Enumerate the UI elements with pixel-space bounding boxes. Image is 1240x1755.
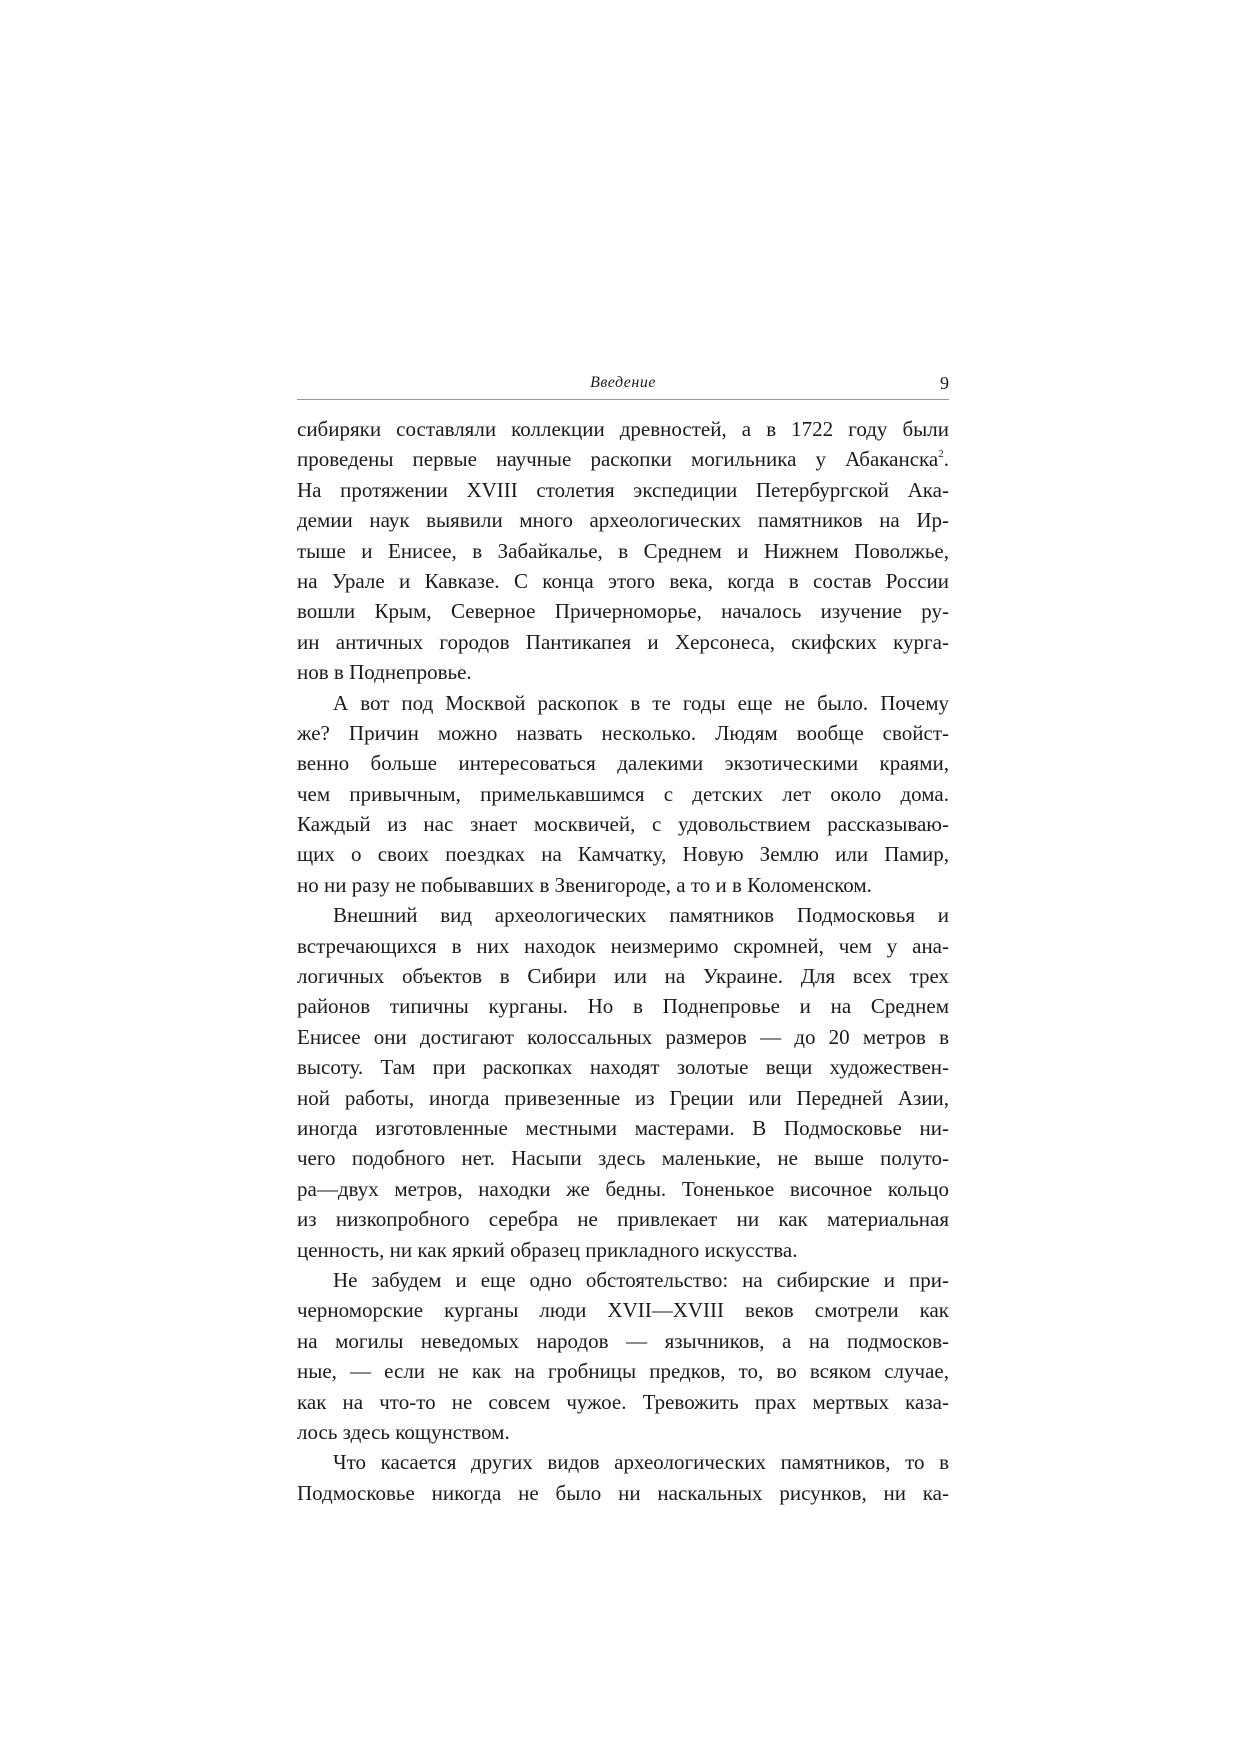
text-line: щих о своих поездках на Камчатку, Новую Землю или Памир, [297,842,949,867]
text-line: логичных объектов в Сибири или на Украине. Для всех трех [297,964,949,989]
text-line: но ни разу не побывавших в Звенигороде, а то и в Коломенском. [297,872,872,897]
text-line: венно больше интересоваться далекими экзотическими краями, [297,751,949,776]
text-line: высоту. Там при раскопках находят золотые вещи художествен- [297,1055,949,1080]
text-line-with-footnote [297,444,949,474]
paragraph-3 [297,900,949,1265]
text-line: же? Причин можно назвать несколько. Людям вообще свойст- [297,720,949,745]
text-line: сибиряки составляли коллекции древностей, а в 1722 году были [297,417,949,441]
paragraph-1 [297,414,949,688]
running-title: Введение [590,374,656,391]
body-text [297,414,949,1508]
text-line: черноморские курганы люди XVII—XVIII веков смотрели как [297,1298,949,1323]
text-line: Внешний вид археологических памятников Подмосковья и [333,903,949,928]
text-line: встречающихся в них находок неизмеримо скромней, чем у ана- [297,933,949,958]
paragraph-2 [297,688,949,901]
header-rule [297,399,949,400]
text-line: Что касается других видов археологических памятников, то в [333,1450,949,1475]
text-line: Не забудем и еще одно обстоятельство: на сибирские и при- [333,1267,949,1292]
text-line: ной работы, иногда привезенные из Греции или Передней Азии, [297,1085,949,1110]
text-line: вошли Крым, Северное Причерноморье, началось изучение ру- [297,599,949,624]
text-line: Каждый из нас знает москвичей, с удовольствием рассказываю- [297,812,949,837]
text-line: чего подобного нет. Насыпи здесь маленькие, не выше полуто- [297,1146,949,1171]
paragraph-5 [297,1447,949,1508]
text-line: из низкопробного серебра не привлекает ни как материальная [297,1207,949,1232]
text-line: ные, — если не как на гробницы предков, то, во всяком случае, [297,1359,949,1384]
text-line: иногда изготовленные местными мастерами. В Подмосковье ни- [297,1115,949,1140]
text-line: демии наук выявили много археологических памятников на Ир- [297,508,949,533]
page-header [297,372,949,402]
text-line: ценность, ни как яркий образец прикладного искусства. [297,1237,798,1262]
text-line: нов в Поднепровье. [297,660,472,685]
text-line: тыше и Енисее, в Забайкалье, в Среднем и Нижнем Поволжье, [297,538,949,563]
text-line: Енисее они достигают колоссальных размеров — до 20 метров в [297,1024,949,1049]
text-line-content: проведены первые научные раскопки могильника у Абаканска [297,447,939,472]
text-line: Подмосковье никогда не было ни наскальных рисунков, ни ка- [297,1480,949,1505]
paragraph-4 [297,1265,949,1447]
text-line: ин античных городов Пантикапея и Херсонеса, скифских курга- [297,629,949,654]
text-line: районов типичны курганы. Но в Поднепровье и на Среднем [297,994,949,1019]
footnote-reference: 2 [938,448,944,461]
text-line: На протяжении XVIII столетия экспедиции Петербургской Ака- [297,477,949,502]
footnote-suffix: . [943,447,949,472]
text-line: на Урале и Кавказе. С конца этого века, когда в состав России [297,568,949,593]
text-line: А вот под Москвой раскопок в те годы еще не было. Почему [333,690,949,715]
text-line: как на что-то не совсем чужое. Тревожить прах мертвых каза- [297,1389,949,1414]
page-number: 9 [940,373,949,393]
text-line: чем привычным, примелькавшимся с детских лет около дома. [297,781,949,806]
text-line: ра—двух метров, находки же бедны. Тоненькое височное кольцо [297,1176,949,1201]
text-line: лось здесь кощунством. [297,1419,510,1444]
text-line: на могилы неведомых народов — язычников, а на подмосков- [297,1328,949,1353]
